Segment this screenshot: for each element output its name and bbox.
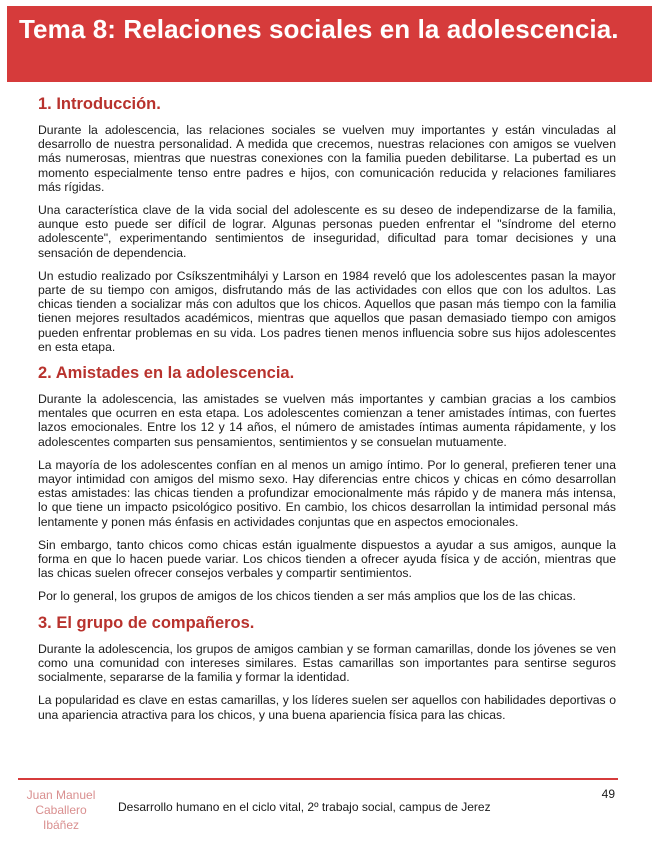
section-heading: 3. El grupo de compañeros. [38,613,255,632]
paragraph: Por lo general, los grupos de amigos de los chicos tienden a ser más amplios que los de las chicas. [38,589,576,604]
paragraph: La mayoría de los adolescentes confían en al menos un amigo íntimo. Por lo general, prefieren tener una mayor intimidad con amigos del mismo sexo. Hay diferencias entre chicos y chicas en cómo desarrollan estas amistades: las chicas tienden a profundizar emocionalmente más rápido y de manera más intensa, lo que tiene un impacto psicológico positivo. En cambio, los chicos desarrollan la intimidad personal más lentamente y ponen más énfasis en actividades conjuntas que en aspectos emocionales. [38,457,616,529]
paragraph: Durante la adolescencia, las amistades se vuelven más importantes y cambian gracias a los cambios mentales que ocurren en esta etapa. Los adolescentes comienzan a tener amistades íntimas, con fuertes lazos emocionales. Entre los 12 y 14 años, el número de amistades íntimas aumenta rápidamente, y los adolescentes comparten sus pensamientos, sentimientos y se consuelan mutuamente. [38,392,616,449]
section-heading: 2. Amistades en la adolescencia. [38,364,295,383]
paragraph: Durante la adolescencia, las relaciones sociales se vuelven muy importantes y están vinculadas al desarrollo de nuestra personalidad. A medida que crecemos, nuestras relaciones con amigos se vuelven más numerosas, mientras que nuestras conexiones con la familia pueden debilitarse. La pubertad es un momento especialmente tenso entre padres e hijos, con comunicación reducida y relaciones familiares más rígidas. [38,123,616,194]
page-title: Tema 8: Relaciones sociales en la adolescencia. [19,14,619,44]
section-introduccion [38,94,616,354]
footer-divider [18,778,618,780]
section-amistades [38,363,616,604]
section-heading: 1. Introducción. [38,95,161,113]
paragraph: Un estudio realizado por Csíkszentmihályi y Larson en 1984 reveló que los adolescentes pasan la mayor parte de su tiempo con amigos, disfrutando más de las actividades con ellos que con los adultos. Las chicas tienden a socializar más con adultos que los chicos. Aquellos que pasan más tiempo con la familia tienen mejores resultados académicos, mientras que aquellos que pasan demasiado tiempo con amigos pueden enfrentar problemas en su vida. Los padres tienen menos influencia sobre sus hijos adolescentes en esta etapa. [38,268,616,354]
paragraph: Una característica clave de la vida social del adolescente es su deseo de independizarse de la familia, aunque esto puede ser difícil de lograr. Algunas personas pueden enfrentar el "síndrome del eterno adolescente", experimentando sentimientos de inseguridad, dificultad para tomar decisiones y una sensación de dependencia. [38,203,616,260]
paragraph: Sin embargo, tanto chicos como chicas están igualmente dispuestos a ayudar a sus amigos, aunque la forma en que lo hacen puede variar. Los chicos tienden a ofrecer ayuda física y de acción, mientras que las chicas suelen ofrecer consejos verbales y compartir sentimientos. [38,537,616,581]
title-banner [7,6,652,82]
paragraph: La popularidad es clave en estas camarillas, y los líderes suelen ser aquellos con habilidades deportivas o una apariencia atractiva para los chicos, y una buena apariencia física para las chicas. [38,693,616,722]
footer-author [18,788,104,833]
page-number: 49 [601,787,615,801]
paragraph: Durante la adolescencia, los grupos de amigos cambian y se forman camarillas, donde los jóvenes se ven como una comunidad con intereses similares. Estas camarillas son importantes para sentirse seguros socialmente, separarse de la familia y formar la identidad. [38,641,616,685]
document-body [38,94,616,731]
author-line: Ibáñez [42,818,80,832]
author-line: Juan Manuel [26,788,96,802]
footer-course: Desarrollo humano en el ciclo vital, 2º trabajo social, campus de Jerez [118,800,491,814]
section-grupo-companeros [38,613,616,722]
author-line: Caballero [35,803,87,817]
